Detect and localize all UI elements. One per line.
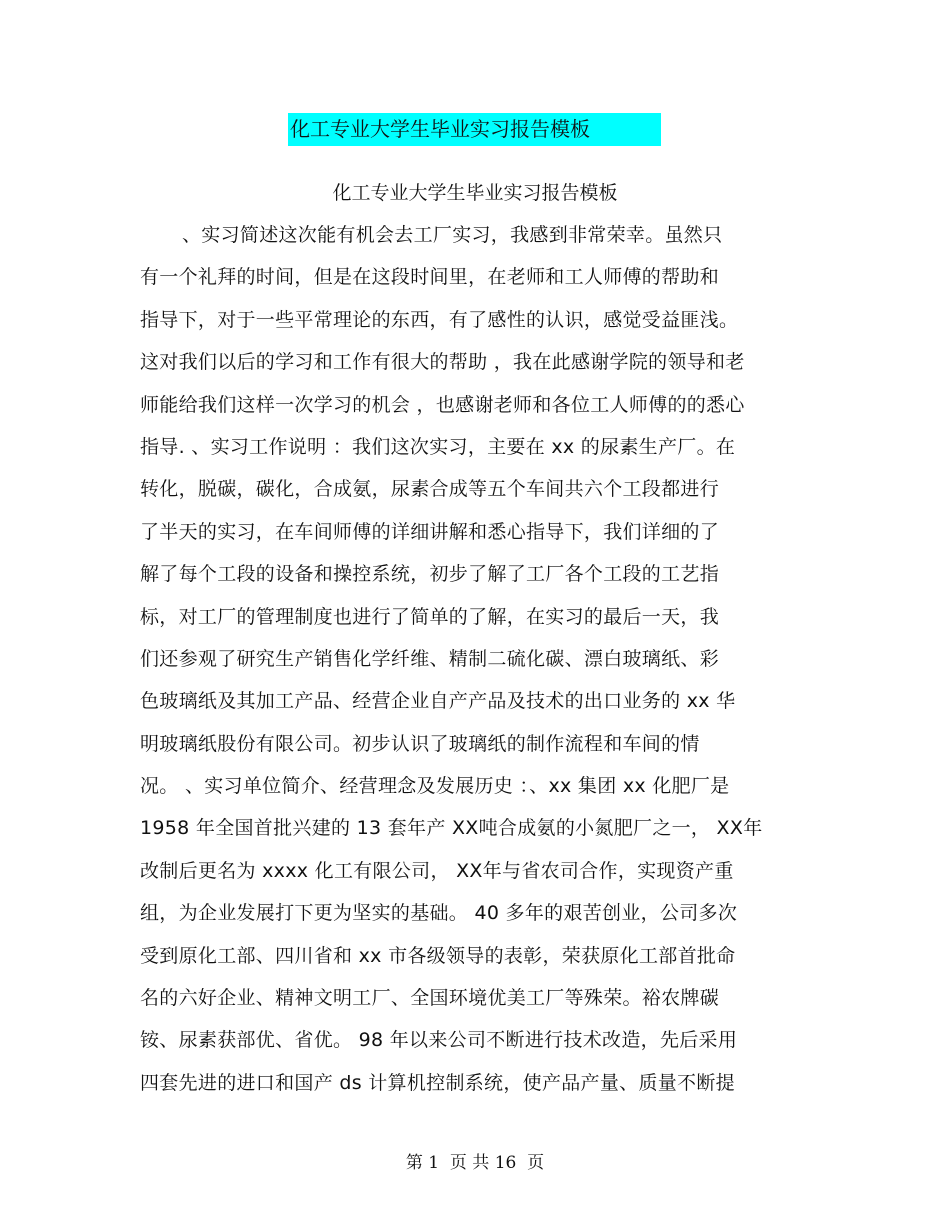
body-line: 、实习简述这次能有机会去工厂实习，我感到非常荣幸。虽然只	[182, 224, 723, 246]
body-line: 标，对工厂的管理制度也进行了简单的了解，在实习的最后一天，我	[140, 605, 720, 628]
page-footer: 第 1 页 共 16 页	[405, 1153, 545, 1173]
document-title: 化工专业大学生毕业实习报告模板	[332, 182, 618, 204]
body-line: 1958 年全国首批兴建的 13 套年产 XX吨合成氨的小氮肥厂之一， XX年	[140, 817, 763, 840]
body-line: 转化，脱碳，碳化，合成氨，尿素合成等五个车间共六个工段都进行	[140, 478, 720, 501]
body-line: 指导下，对于一些平常理论的东西，有了感性的认识，感觉受益匪浅。	[140, 308, 739, 331]
document-body	[140, 220, 810, 1110]
body-line: 名的六好企业、精神文明工厂、全国环境优美工厂等殊荣。裕农牌碳	[140, 987, 720, 1010]
body-line: 明玻璃纸股份有限公司。初步认识了玻璃纸的制作流程和车间的情	[140, 732, 700, 755]
body-line: 受到原化工部、四川省和 xx 市各级领导的表彰，荣获原化工部首批命	[140, 944, 736, 967]
body-line: 组，为企业发展打下更为坚实的基础。 40 多年的艰苦创业，公司多次	[140, 902, 738, 925]
body-line: 了半天的实习，在车间师傅的详细讲解和悉心指导下，我们详细的了	[140, 520, 720, 543]
body-line: 指导. 、实习工作说明 ：我们这次实习，主要在 xx 的尿素生产厂。在	[140, 435, 736, 458]
body-line: 四套先进的进口和国产 ds 计算机控制系统，使产品产量、质量不断提	[140, 1071, 735, 1094]
body-line: 师能给我们这样一次学习的机会 ，也感谢老师和各位工人师傅的的悉心	[140, 393, 745, 416]
body-line: 况。 、实习单位简介、经营理念及发展历史 ：、xx 集团 xx 化肥厂是	[140, 775, 730, 798]
body-line: 有一个礼拜的时间，但是在这段时间里，在老师和工人师傅的帮助和	[140, 266, 720, 289]
header-title: 化工专业大学生毕业实习报告模板	[288, 113, 661, 146]
body-line: 铵、尿素获部优、省优。 98 年以来公司不断进行技术改造，先后采用	[140, 1029, 738, 1052]
body-line: 这对我们以后的学习和工作有很大的帮助 ，我在此感谢学院的领导和老	[140, 351, 745, 374]
body-line: 色玻璃纸及其加工产品、经营企业自产产品及技术的出口业务的 xx 华	[140, 690, 736, 713]
body-line: 们还参观了研究生产销售化学纤维、精制二硫化碳、漂白玻璃纸、彩	[140, 647, 720, 670]
body-line: 解了每个工段的设备和操控系统，初步了解了工厂各个工段的工艺指	[140, 563, 720, 586]
body-line: 改制后更名为 xxxx 化工有限公司， XX年与省农司合作，实现资产重	[140, 859, 734, 882]
